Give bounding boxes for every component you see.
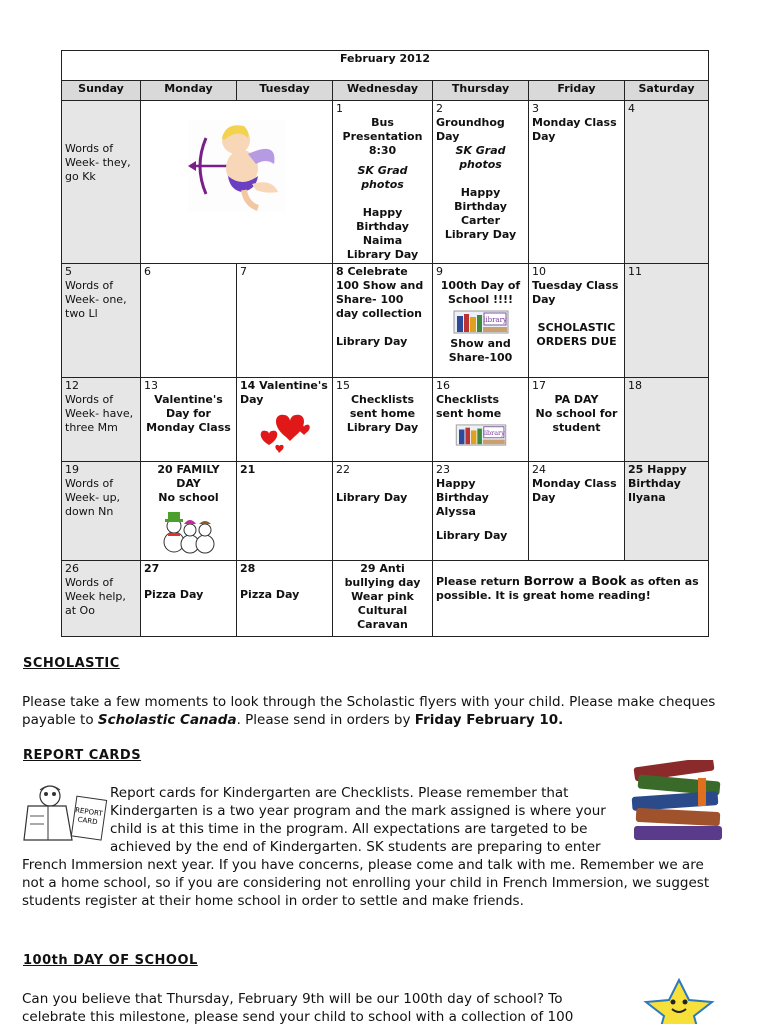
day-number: 13 [144,379,158,392]
event-text: Checklists sent home [436,393,502,420]
event-text: SCHOLASTIC ORDERS DUE [536,321,617,348]
day-cell [529,462,625,561]
event-text: Valentine's Day for Monday Class [146,393,231,434]
day-number: 22 [336,463,350,476]
text: Report cards for Kindergarten are Checklists. Please remember that Kindergarten is a two year program and the mark assigned is where your child is at this time in the program. All expectations are targeted to be achieved by the end of Kindergarten. SK students are preparing to enter French Immersion next year. If you have concerns, please come and talk with me. Remember we are not a home school, so if you are considering not enrolling your child in French Immersion, we suggest students register at their home school in order to settle and make friends. [22,785,710,909]
text: Please take a few moments to look through the Scholastic flyers with your child. Please make cheques payable to [22,694,716,728]
day-header: Sunday [62,81,141,101]
library-books-icon [453,310,509,334]
event-text: Tuesday Class Day [532,279,619,306]
day-cell [529,264,625,378]
day-cell [625,264,709,378]
day-number: 17 [532,379,546,392]
event-text: 25 Happy Birthday Ilyana [628,463,687,504]
text: . Please send in orders by [236,712,415,728]
scholastic-paragraph [22,693,728,729]
day-cell [433,378,529,462]
day-number: 9 [436,265,443,278]
cupid-cell [141,101,333,264]
event-text: SK Grad photos [455,144,506,171]
day-cell [62,264,141,378]
day-cell [237,378,333,462]
words-of-week: Words of Week- have, three Mm [65,393,134,434]
event-text: Groundhog Day [436,116,505,143]
day-header: Thursday [433,81,529,101]
event-text: No school [158,491,219,504]
february-calendar [61,50,709,637]
day-cell [62,378,141,462]
event-text: Library Day [346,421,419,434]
day-header: Tuesday [237,81,333,101]
day-number: 4 [628,102,635,115]
day-cell [433,462,529,561]
week-row [62,462,709,561]
event-text: Happy Birthday Alyssa [436,477,489,518]
day-number: 28 [240,562,256,575]
day-number: 1 [336,102,343,115]
weekday-header-row [62,81,709,101]
stack-of-books-icon [628,760,728,848]
svg-text:library: library [482,316,507,324]
day-header: Wednesday [333,81,433,101]
day-cell [433,101,529,264]
event-text: Library Day [436,529,508,542]
day-number: 19 [65,463,79,476]
event-text: No school for student [535,407,618,434]
day-cell [625,378,709,462]
day-cell [333,264,433,378]
svg-text:library: library [482,429,505,437]
day-number: 15 [336,379,350,392]
day-cell [62,101,141,264]
event-text: Library Day [336,491,408,504]
hundredth-day-paragraph: Can you believe that Thursday, February 9th will be our 100th day of school? To celebrate this milestone, please send your child to school with a collection of 100 [22,991,574,1025]
hearts-icon [252,407,318,457]
svg-text:REPORT: REPORT [74,806,104,818]
day-number: 7 [240,265,247,278]
event-text: Show and Share-100 [448,337,513,364]
day-cell [237,462,333,561]
day-cell [333,378,433,462]
day-number: 23 [436,463,450,476]
day-number: 24 [532,463,546,476]
week-row [62,264,709,378]
event-text: Happy Birthday Naima [356,206,409,247]
day-number: 16 [436,379,450,392]
event-text: Library Day [336,335,408,348]
day-cell [625,462,709,561]
event-text: PA DAY [554,393,599,406]
day-cell [141,264,237,378]
borrow-a-book-label: Borrow a Book [523,573,627,588]
report-cards-paragraph [22,784,728,910]
day-number: 10 [532,265,546,278]
hundredth-day-heading: 100th DAY OF SCHOOL [23,953,198,968]
words-of-week: Words of Week- up, down Nn [65,477,121,518]
svg-text:CARD: CARD [77,815,99,827]
scholastic-heading: SCHOLASTIC [23,656,120,671]
day-header: Friday [529,81,625,101]
week-row [62,561,709,637]
day-number: 21 [240,463,256,476]
event-text: 100th Day of School !!!! [440,279,521,306]
day-cell [333,561,433,637]
day-cell [141,378,237,462]
day-cell [62,561,141,637]
day-number: 18 [628,379,642,392]
day-cell [237,561,333,637]
week-row [62,378,709,462]
event-text: 20 FAMILY DAY [157,463,220,490]
week-row [62,101,709,264]
day-cell [529,378,625,462]
cupid-icon [186,118,288,214]
text: Scholastic Canada [97,712,237,728]
text: Friday February 10. [414,712,564,728]
day-number: 5 [65,265,72,278]
event-text: Monday Class Day [532,116,617,143]
day-number: 11 [628,265,642,278]
day-number: 3 [532,102,539,115]
event-text: Pizza Day [240,588,300,601]
day-cell [625,101,709,264]
day-number: 26 [65,562,79,575]
day-cell [62,462,141,561]
day-cell [141,561,237,637]
calendar-title: February 2012 [62,51,709,81]
words-of-week: Words of Week help, at Oo [65,576,126,617]
note-text: Please return [436,575,524,588]
event-text: Pizza Day [144,588,204,601]
library-books-icon [455,424,507,446]
event-text: Happy Birthday Carter [454,186,507,227]
event-text: Library Day [346,248,419,261]
event-text: 8 Celebrate 100 Show and Share- 100 day collection [336,265,424,320]
day-number: 12 [65,379,79,392]
day-number: 2 [436,102,443,115]
day-header: Monday [141,81,237,101]
borrow-a-book-note [433,561,709,637]
report-card-reader-icon [22,784,108,846]
note-text: as often as possible. It is great home reading! [436,575,699,602]
words-of-week: Words of Week- they, go Kk [65,142,131,183]
event-text: Monday Class Day [532,477,617,504]
snowmen-icon [160,508,218,556]
event-text: Checklists sent home [349,393,416,420]
event-text: Library Day [444,228,517,241]
event-text: Bus Presentation 8:30 [342,116,423,157]
report-cards-heading: REPORT CARDS [23,748,142,763]
day-number: 27 [144,562,160,575]
day-cell [333,462,433,561]
day-cell [333,101,433,264]
event-text: SK Grad photos [357,164,408,191]
day-number: 6 [144,265,151,278]
day-cell [433,264,529,378]
event-text: 29 Anti bullying day Wear pink Cultural Caravan [344,562,421,631]
day-cell [141,462,237,561]
words-of-week: Words of Week- one, two Ll [65,279,127,320]
day-cell [237,264,333,378]
day-cell [529,101,625,264]
star-100-icon [636,978,722,1024]
day-header: Saturday [625,81,709,101]
event-text: 14 Valentine's Day [240,379,328,406]
